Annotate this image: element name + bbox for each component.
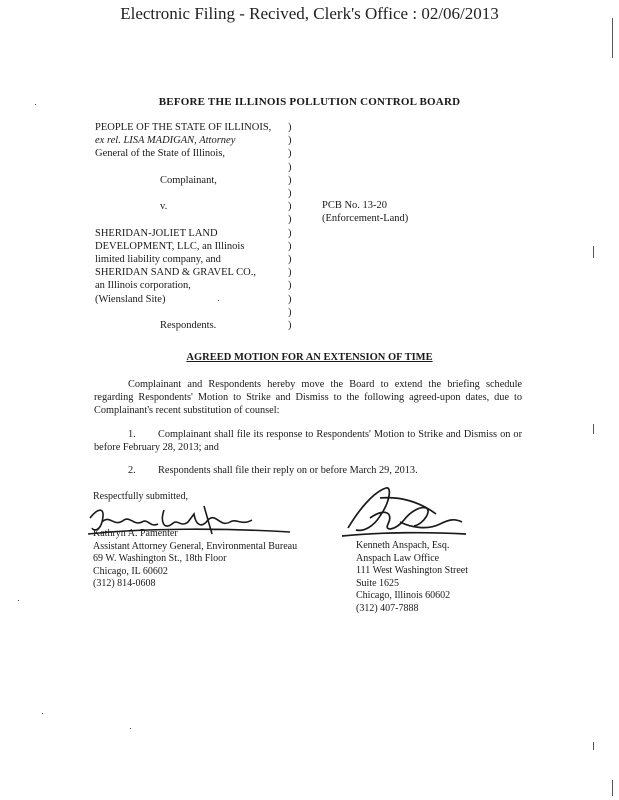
caption-line: PEOPLE OF THE STATE OF ILLINOIS, (95, 122, 272, 133)
paren: ) (288, 267, 292, 279)
item-text: Complainant shall file its response to Respondents' Motion to Strike and Dismiss on or before February 28, 2013; and (94, 429, 522, 453)
caption-line: SHERIDAN-JOLIET LAND (95, 227, 218, 239)
caption-line: an Illinois corporation, (95, 280, 191, 292)
caption-parens (288, 121, 292, 332)
signer-right-city: Chicago, Illinois 60602 (356, 590, 451, 602)
caption-line (95, 161, 271, 174)
signer-right-firm: Anspach Law Office (356, 552, 440, 564)
intro-paragraph: Complainant and Respondents hereby move the Board to extend the briefing schedule regarding Respondents' Motion to Strike and Dismiss to the following agreed-upon dates, due to Complainant's recent substitution of counsel: (94, 379, 522, 416)
scan-speck (35, 104, 36, 105)
signer-right-address: 111 West Washington Street (356, 565, 468, 577)
signer-right-phone: (312) 407-7888 (356, 602, 419, 614)
paren: ) (288, 174, 292, 186)
signer-left-address: 69 W. Washington St., 18th Floor (93, 553, 227, 565)
scan-mark (593, 246, 594, 258)
caption-left (95, 121, 271, 332)
scan-mark (612, 780, 613, 796)
scan-mark (593, 742, 594, 750)
signer-left-block (93, 528, 297, 591)
list-item (94, 464, 522, 477)
item-number: 1. (128, 429, 136, 440)
paren: ) (288, 280, 292, 292)
caption-line (95, 306, 271, 319)
scan-speck (42, 713, 43, 714)
scan-speck (218, 300, 219, 301)
case-type: (Enforcement-Land) (322, 213, 409, 225)
caption-line: SHERIDAN SAND & GRAVEL CO., (95, 267, 257, 279)
caption-line: v. (160, 201, 168, 213)
caption-line: limited liability company, and (95, 253, 221, 265)
signer-left-title: Assistant Attorney General, Environmental Bureau (93, 540, 298, 552)
closing: Respectfully submitted, (93, 491, 188, 502)
item-number: 2. (128, 465, 136, 476)
signer-right-name: Kenneth Anspach, Esq. (356, 540, 450, 551)
paren: ) (288, 135, 292, 147)
scan-speck (130, 728, 131, 729)
signer-left-city: Chicago, IL 60602 (93, 565, 168, 577)
paren: ) (288, 188, 292, 200)
scan-mark (593, 424, 594, 434)
caption-line: (Wiensland Site) (95, 293, 166, 305)
paren: ) (288, 306, 292, 318)
paren: ) (288, 122, 292, 133)
list-item (94, 428, 522, 454)
paren: ) (288, 161, 292, 173)
motion-title: AGREED MOTION FOR AN EXTENSION OF TIME (186, 352, 433, 363)
paren: ) (288, 320, 292, 332)
caption-line (95, 187, 271, 200)
paren: ) (288, 240, 292, 252)
caption-line: ex rel. LISA MADIGAN, Attorney (95, 135, 236, 147)
paren: ) (288, 214, 292, 226)
caption-line: General of the State of Illinois, (95, 148, 226, 160)
case-number: PCB No. 13-20 (322, 200, 388, 211)
signer-left-name: Kathryn A. Pamenter (93, 528, 178, 539)
scan-mark (612, 18, 613, 58)
paren: ) (288, 254, 292, 266)
filing-header: Electronic Filing - Recived, Clerk's Office : 02/06/2013 (120, 4, 499, 23)
signer-left-phone: (312) 814-0608 (93, 578, 156, 590)
caption-line (95, 213, 271, 226)
signature-right (340, 478, 470, 542)
item-text: Respondents shall file their reply on or before March 29, 2013. (158, 465, 418, 476)
caption-line: Complainant, (160, 174, 217, 186)
paren: ) (288, 293, 292, 305)
signer-right-suite: Suite 1625 (356, 577, 400, 589)
scan-speck (18, 600, 19, 601)
paren: ) (288, 227, 292, 239)
case-number-block (322, 199, 408, 225)
board-title: BEFORE THE ILLINOIS POLLUTION CONTROL BOARD (158, 96, 461, 108)
signer-right-block (356, 540, 468, 616)
paren: ) (288, 201, 292, 213)
caption-line: Respondents. (160, 319, 217, 331)
caption-line: DEVELOPMENT, LLC, an Illinois (95, 240, 245, 252)
paren: ) (288, 148, 292, 160)
